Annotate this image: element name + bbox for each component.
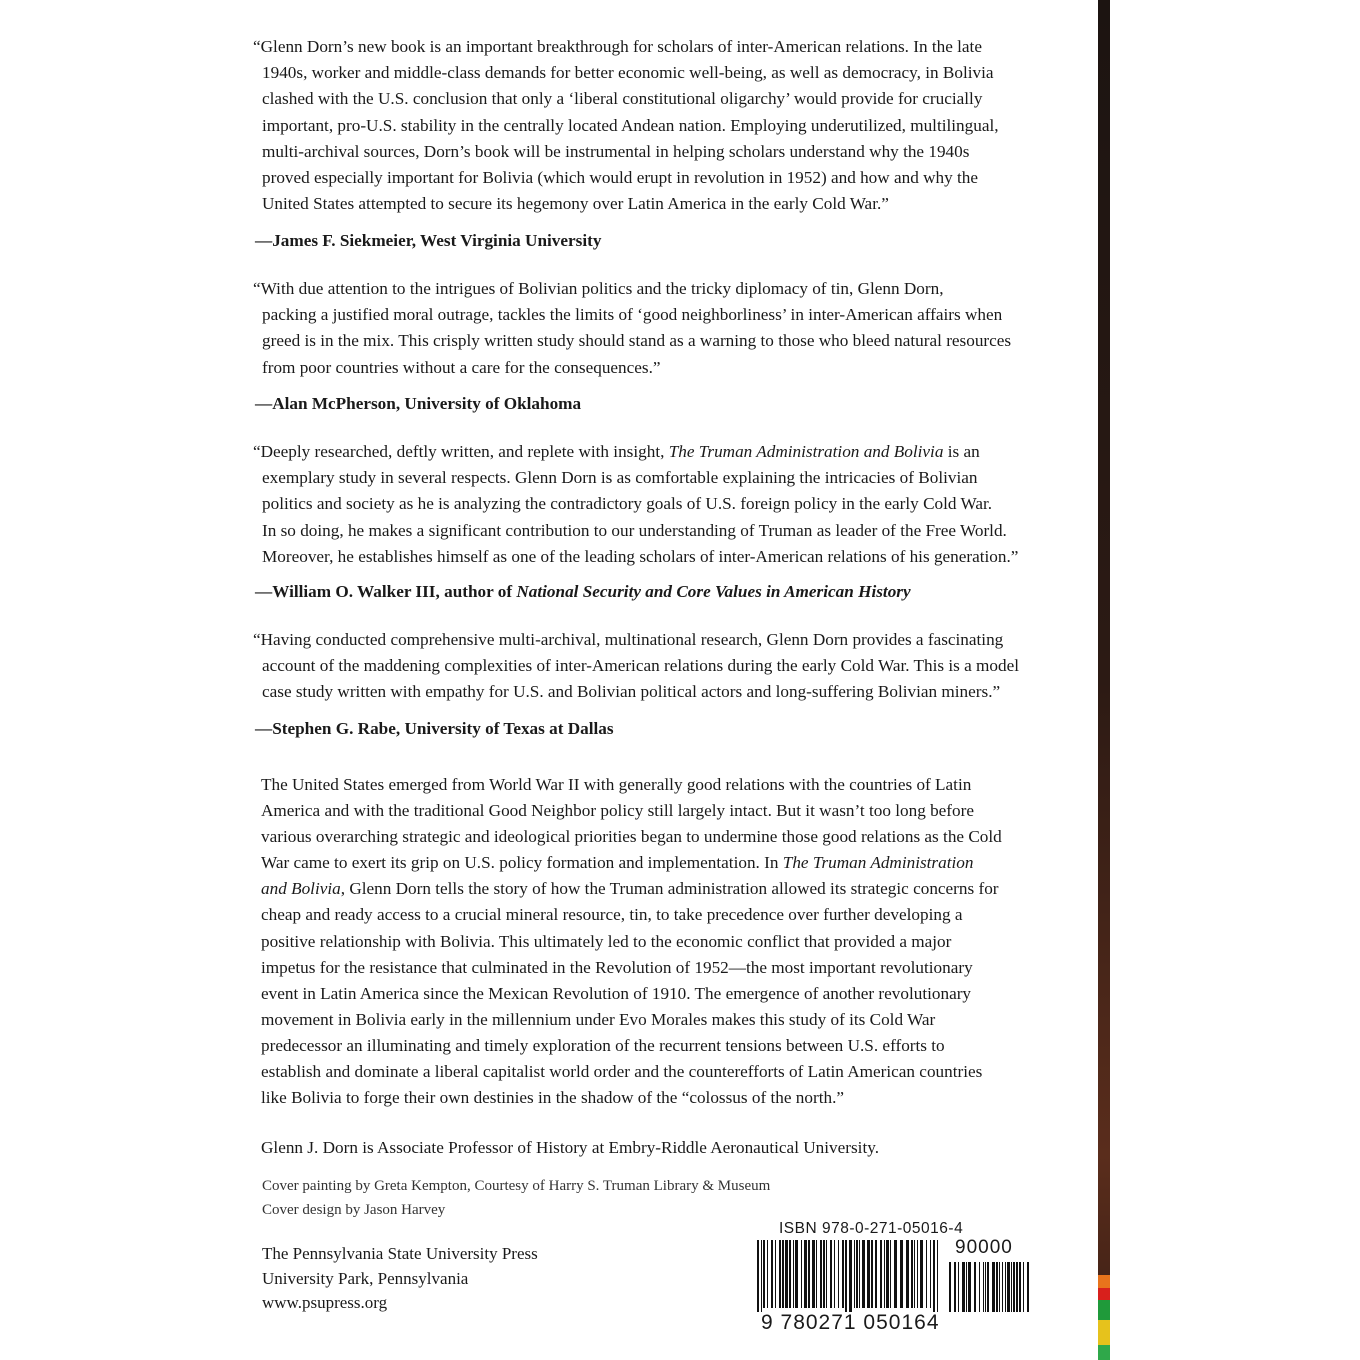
- blurb-line: account of the maddening complexities of inter-American relations during the early Cold War. This is a model: [262, 656, 1020, 676]
- cover-painting-credit: Cover painting by Greta Kempton, Courtesy of Harry S. Truman Library & Museum: [262, 1178, 771, 1194]
- description-line: cheap and ready access to a crucial mineral resource, tin, to take precedence over further developing a: [261, 905, 963, 925]
- blurb-line: 1940s, worker and middle-class demands for better economic well-being, as well as democracy, in Bolivia: [262, 63, 994, 83]
- blurb-rabe: [253, 627, 1053, 706]
- cited-book-title: National Security and Core Values in American History: [516, 582, 911, 601]
- color-stripe: [1098, 1288, 1110, 1300]
- description-line: event in Latin America since the Mexican Revolution of 1910. The emergence of another revolutionary: [261, 983, 972, 1003]
- blurb-line: proved especially important for Bolivia (which would erupt in revolution in 1952) and how and why the: [262, 168, 978, 188]
- blurb-line: multi-archival sources, Dorn’s book will be instrumental in helping scholars understand why the 1940s: [262, 141, 970, 161]
- blurb-mcpherson: [253, 276, 1053, 381]
- blurb-line: exemplary study in several respects. Glenn Dorn is as comfortable explaining the intricacies of Bolivian: [262, 468, 978, 488]
- description-line: establish and dominate a liberal capitalist world order and the counterefforts of Latin American countries: [261, 1062, 983, 1082]
- blurb-line: case study written with empathy for U.S. and Bolivian political actors and long-suffering Bolivian miners.”: [262, 682, 1001, 702]
- description-line: various overarching strategic and ideological priorities began to undermine those good relations as the Cold: [261, 827, 1002, 847]
- book-description: [261, 772, 1061, 1111]
- cover-credits: [262, 1174, 770, 1222]
- color-stripe: [1098, 1320, 1110, 1345]
- book-title: The Truman Administration and Bolivia: [668, 442, 944, 461]
- blurb-line: Moreover, he establishes himself as one of the leading scholars of inter-American relations of his generation.”: [262, 546, 1019, 566]
- isbn-label: ISBN 978-0-271-05016-4: [779, 1220, 964, 1237]
- description-line: and Bolivia, Glenn Dorn tells the story of how the Truman administration allowed its strategic concerns for: [261, 879, 999, 899]
- blurb-line: clashed with the U.S. conclusion that only a ‘liberal constitutional oligarchy’ would provide for crucially: [262, 89, 983, 109]
- description-line: War came to exert its grip on U.S. policy formation and implementation. In The Truman Administration: [261, 853, 974, 873]
- publisher-info: [262, 1242, 538, 1316]
- blurb-line: from poor countries without a care for the consequences.”: [262, 357, 661, 377]
- blurb-line: important, pro-U.S. stability in the centrally located Andean nation. Employing underutilized, multilingual,: [262, 115, 999, 135]
- spine-edge: [1098, 0, 1110, 1360]
- blurb-attribution: —Alan McPherson, University of Oklahoma: [255, 394, 582, 413]
- description-line: America and with the traditional Good Neighbor policy still largely intact. But it wasn’t too long before: [261, 801, 974, 821]
- blurb-siekmeier: [253, 34, 1053, 217]
- blurb-line: “Deeply researched, deftly written, and replete with insight, The Truman Administration and Bolivia is an: [253, 442, 980, 461]
- description-line: The United States emerged from World War II with generally good relations with the countries of Latin: [261, 775, 972, 794]
- publisher-website: www.psupress.org: [262, 1293, 388, 1312]
- description-line: movement in Bolivia early in the millennium under Evo Morales makes this study of its Cold War: [261, 1009, 936, 1029]
- barcode-addon: 90000: [955, 1237, 1013, 1258]
- blurb-line: “Glenn Dorn’s new book is an important breakthrough for scholars of inter-American relations. In the late: [253, 37, 982, 56]
- blurb-attribution: —James F. Siekmeier, West Virginia University: [255, 231, 602, 250]
- blurb-attribution: —William O. Walker III, author of National Security and Core Values in American History: [255, 582, 911, 601]
- barcode-digits: 9 780271 050164: [761, 1311, 940, 1334]
- blurb-walker: [253, 439, 1053, 570]
- color-stripe: [1098, 1275, 1110, 1288]
- blurb-line: greed is in the mix. This crisply written study should stand as a warning to those who bleed natural resources: [262, 331, 1012, 351]
- blurb-line: “Having conducted comprehensive multi-archival, multinational research, Glenn Dorn provides a fascinating: [253, 630, 1004, 649]
- publisher-name: The Pennsylvania State University Press: [262, 1244, 538, 1263]
- blurb-line: packing a justified moral outrage, tackles the limits of ‘good neighborliness’ in inter-American affairs when: [262, 305, 1003, 325]
- book-title: The Truman Administration: [782, 853, 974, 873]
- blurb-line: “With due attention to the intrigues of Bolivian politics and the tricky diplomacy of tin, Glenn Dorn,: [253, 279, 944, 298]
- blurb-attribution: —Stephen G. Rabe, University of Texas at Dallas: [255, 719, 614, 738]
- description-line: positive relationship with Bolivia. This ultimately led to the economic conflict that provided a major: [261, 931, 952, 951]
- color-stripe: [1098, 1345, 1110, 1360]
- description-line: predecessor an illuminating and timely exploration of the recurrent tensions between U.S. efforts to: [261, 1035, 945, 1055]
- author-bio: Glenn J. Dorn is Associate Professor of History at Embry-Riddle Aeronautical University.: [261, 1138, 880, 1157]
- color-stripe: [1098, 1300, 1110, 1320]
- description-line: impetus for the resistance that culminated in the Revolution of 1952—the most important revolutionary: [261, 957, 973, 977]
- cover-design-credit: Cover design by Jason Harvey: [262, 1202, 446, 1218]
- book-title: and Bolivia: [261, 879, 341, 899]
- description-line: like Bolivia to forge their own destinies in the shadow of the “colossus of the north.”: [261, 1088, 844, 1108]
- blurb-line: In so doing, he makes a significant contribution to our understanding of Truman as leader of the Free World.: [262, 520, 1007, 540]
- blurb-line: politics and society as he is analyzing the contradictory goals of U.S. foreign policy in the early Cold War.: [262, 494, 993, 514]
- publisher-location: University Park, Pennsylvania: [262, 1268, 469, 1288]
- blurb-line: United States attempted to secure its hegemony over Latin America in the early Cold War.”: [262, 194, 889, 214]
